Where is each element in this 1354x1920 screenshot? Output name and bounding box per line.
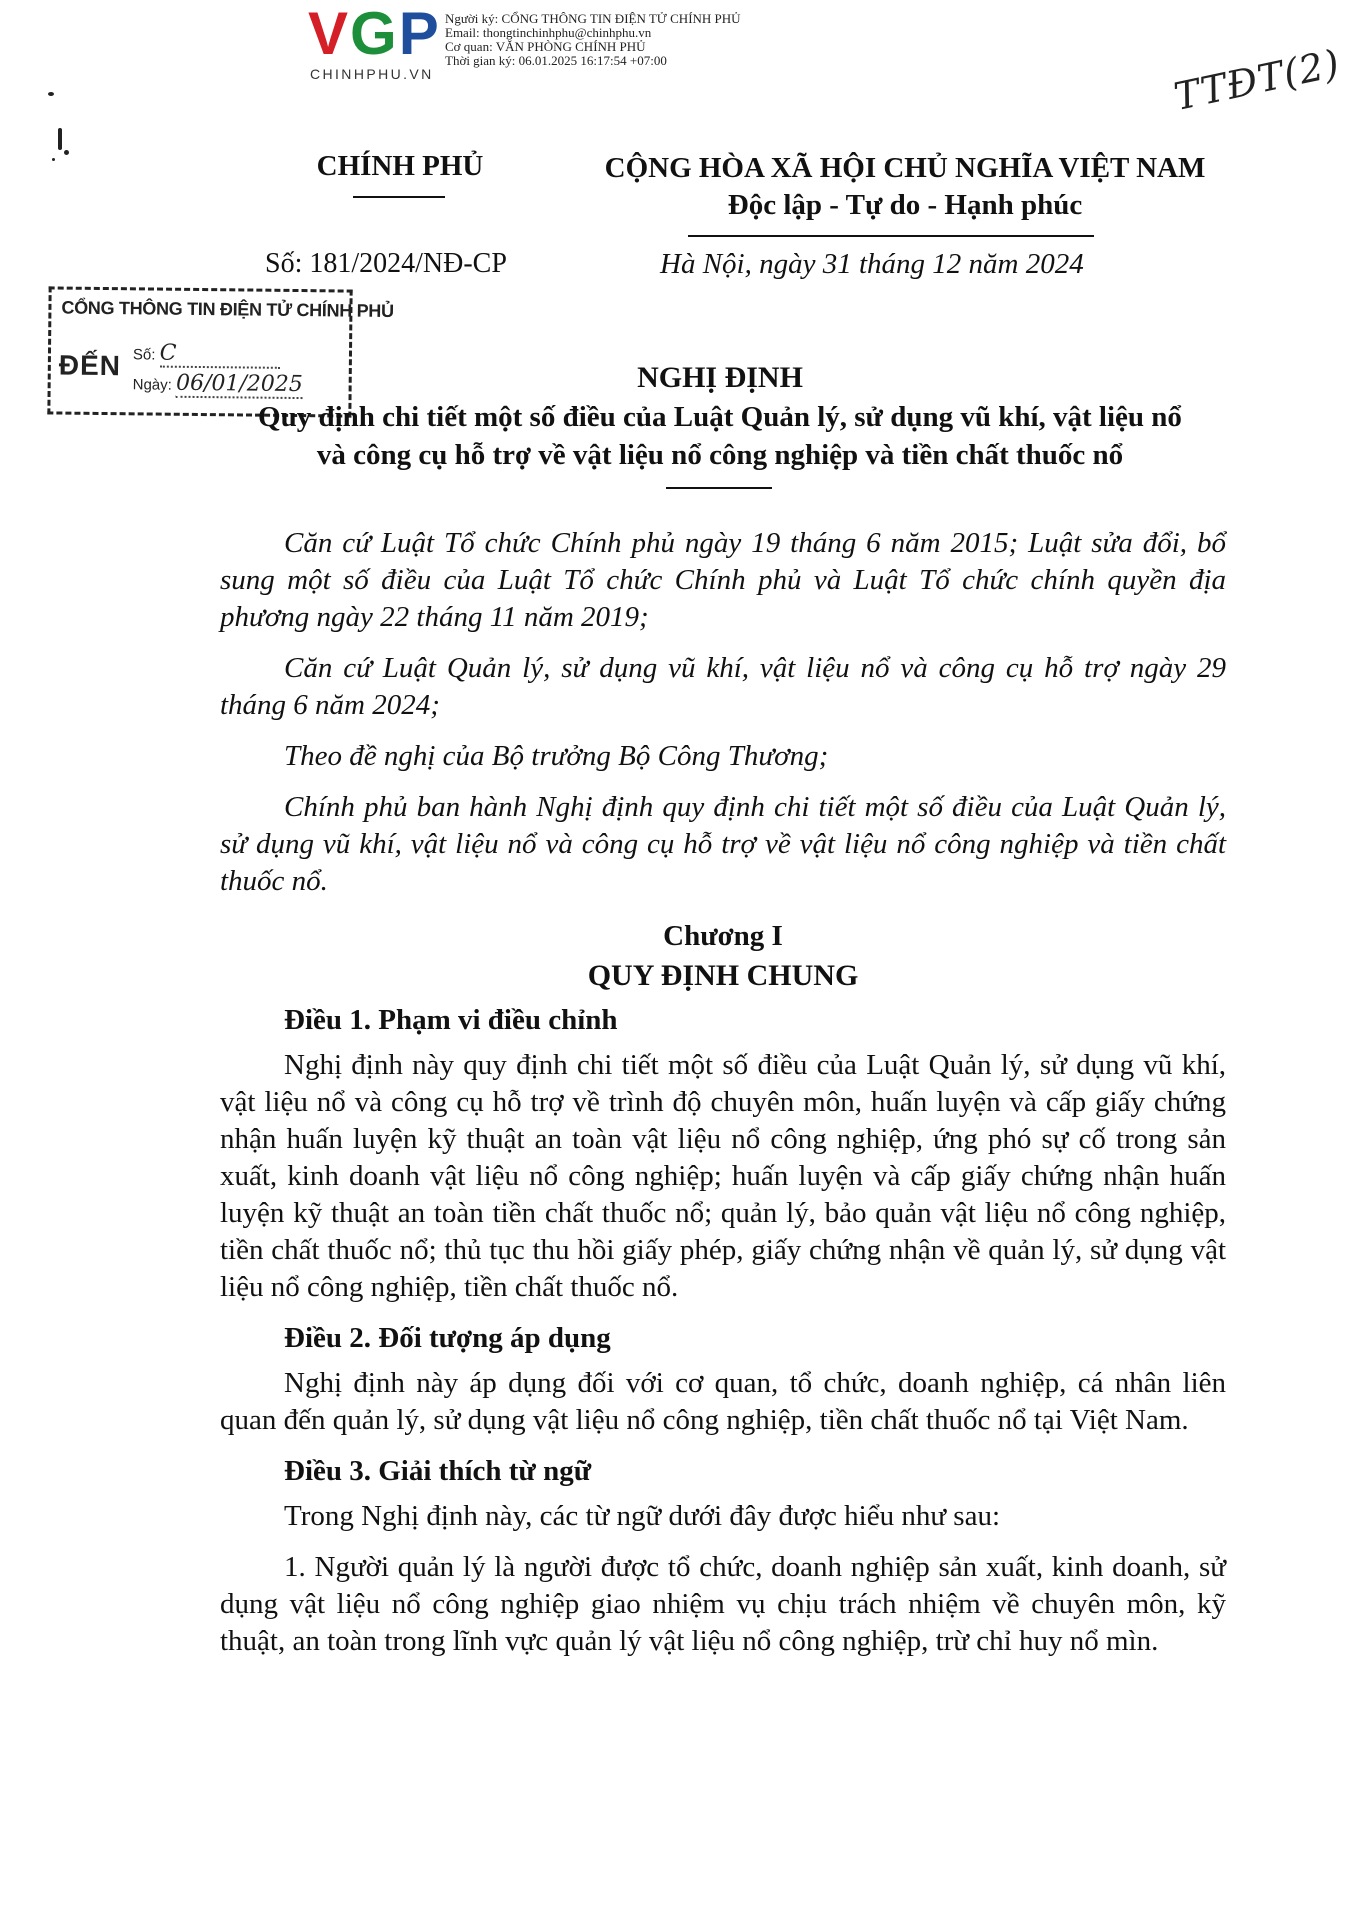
vgp-logo-mark: VGP (308, 0, 441, 67)
subject-line-2: và công cụ hỗ trợ về vật liệu nổ công nghiệp và tiền chất thuốc nổ (316, 439, 1124, 471)
nation-motto: Độc lập - Tự do - Hạnh phúc (727, 189, 1083, 221)
article-heading: Điều 1. Phạm vi điều chỉnh (284, 1004, 618, 1036)
stamp-date-value: 06/01/2025 (175, 370, 303, 398)
article-heading: Điều 2. Đối tượng áp dụng (284, 1322, 611, 1354)
preamble-paragraph: Chính phủ ban hành Nghị định quy định chi tiết một số điều của Luật Quản lý, sử dụng vũ khí, vật liệu nổ và công cụ hỗ trợ về vật liệu nổ công nghiệp và tiền chất thuốc nổ. (220, 791, 1226, 897)
ink-speck (58, 128, 62, 150)
issuing-agency: CHÍNH PHỦ (316, 150, 484, 182)
stamp-title: CỔNG THÔNG TIN ĐIỆN TỬ CHÍNH PHỦ (61, 297, 394, 322)
vgp-logo (306, 0, 446, 82)
document-number: Số: 181/2024/NĐ-CP (265, 248, 507, 279)
signature-email: Email: thongtinchinhphu@chinhphu.vn (445, 25, 652, 40)
signature-time: Thời gian ký: 06.01.2025 16:17:54 +07:00 (445, 53, 667, 68)
stamp-number-value: C (159, 340, 177, 366)
preamble-paragraph: Căn cứ Luật Tổ chức Chính phủ ngày 19 tháng 6 năm 2015; Luật sửa đổi, bổ sung một số điều của Luật Tổ chức Chính phủ và Luật Tổ chức chính quyền địa phương ngày 22 tháng 11 năm 2019; (220, 527, 1226, 633)
document-date: Hà Nội, ngày 31 tháng 12 năm 2024 (660, 248, 1084, 280)
stamp-date-label: Ngày: (132, 376, 172, 394)
document-body (220, 525, 1226, 1674)
ink-speck (52, 158, 55, 161)
stamp-number-label: Số: (132, 346, 156, 364)
ink-speck (64, 150, 69, 155)
document-subject (230, 398, 1210, 474)
article-text: Nghị định này áp dụng đối với cơ quan, tổ chức, doanh nghiệp, cá nhân liên quan đến quản lý, sử dụng vật liệu nổ công nghiệp, tiền chất thuốc nổ tại Việt Nam. (220, 1367, 1226, 1436)
preamble-paragraph: Căn cứ Luật Quản lý, sử dụng vũ khí, vật liệu nổ và công cụ hỗ trợ ngày 29 tháng 6 năm 2024; (220, 652, 1226, 721)
article-item: 1. Người quản lý là người được tổ chức, doanh nghiệp sản xuất, kinh doanh, sử dụng vật liệu nổ công nghiệp giao nhiệm vụ chịu trách nhiệm về chuyên môn, kỹ thuật, an toàn trong lĩnh vực quản lý vật liệu nổ công nghiệp, trừ chỉ huy nổ mìn. (220, 1551, 1226, 1657)
ink-speck (48, 92, 54, 96)
chapter-number: Chương I (663, 920, 783, 952)
signature-details (445, 12, 741, 68)
document-type: NGHỊ ĐỊNH (637, 361, 803, 394)
signature-agency: Cơ quan: VĂN PHÒNG CHÍNH PHỦ (445, 39, 646, 54)
signature-signer: Người ký: CỔNG THÔNG TIN ĐIỆN TỬ CHÍNH PHỦ (445, 11, 741, 26)
motto-underline (688, 235, 1094, 237)
stamp-den: ĐẾN (58, 349, 122, 382)
article-text: Nghị định này quy định chi tiết một số điều của Luật Quản lý, sử dụng vũ khí, vật liệu nổ và công cụ hỗ trợ về trình độ chuyên môn, huấn luyện và cấp giấy chứng nhận huấn luyện kỹ thuật an toàn vật liệu nổ công nghiệp, ứng phó sự cố trong sản xuất, kinh doanh vật liệu nổ công nghiệp; huấn luyện và cấp giấy chứng nhận huấn luyện kỹ thuật an toàn tiền chất thuốc nổ; quản lý, bảo quản vật liệu nổ công nghiệp, tiền chất thuốc nổ; thủ tục thu hồi giấy phép, giấy chứng nhận về quản lý, sử dụng vật liệu nổ công nghiệp, tiền chất thuốc nổ. (220, 1049, 1226, 1303)
article-text: Trong Nghị định này, các từ ngữ dưới đây được hiểu như sau: (284, 1500, 1001, 1532)
article-heading: Điều 3. Giải thích từ ngữ (284, 1455, 592, 1487)
chapter-title: QUY ĐỊNH CHUNG (587, 959, 859, 992)
agency-underline (353, 196, 445, 198)
vgp-site-text: CHINHPHU.VN (310, 66, 434, 82)
subject-underline (666, 487, 772, 489)
preamble-paragraph: Theo đề nghị của Bộ trưởng Bộ Công Thương; (284, 740, 829, 772)
national-heading (560, 150, 1250, 224)
subject-line-1: Quy định chi tiết một số điều của Luật Quản lý, sử dụng vũ khí, vật liệu nổ (258, 401, 1182, 433)
handwritten-note: TTĐT(2) (1170, 40, 1344, 120)
nation-name: CỘNG HÒA XÃ HỘI CHỦ NGHĨA VIỆT NAM (604, 152, 1206, 184)
